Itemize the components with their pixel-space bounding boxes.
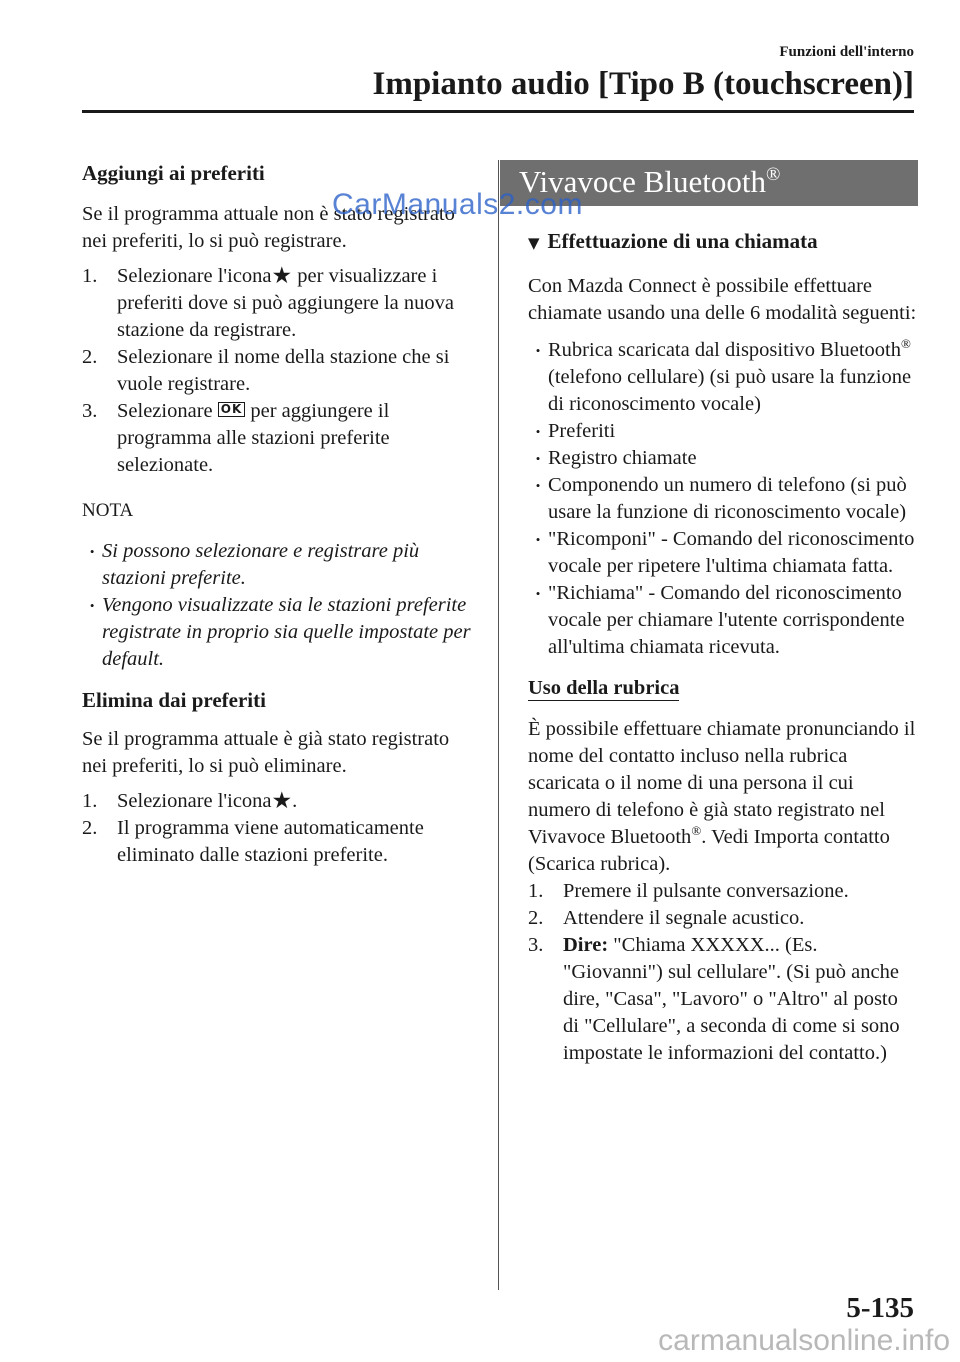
list-item xyxy=(528,580,918,661)
step-number: 2. xyxy=(82,346,98,368)
section-title: Vivavoce Bluetooth xyxy=(519,164,766,199)
step-text: per aggiungere il programma alle stazioni preferite selezionate. xyxy=(117,400,390,476)
step-text: Selezionare xyxy=(117,400,213,422)
bullet-dot: • xyxy=(535,532,541,547)
step-label: Dire: xyxy=(563,934,609,956)
bullet-dot: • xyxy=(535,451,541,466)
step-text: Selezionare il nome della stazione che si vuole registrare. xyxy=(117,346,450,395)
registered-mark: ® xyxy=(765,164,781,185)
list-text: "Richiama" - Comando del riconoscimento vocale per chiamare l'utente corrispondente all'ultima chiamata ricevuta. xyxy=(548,582,905,658)
list-item xyxy=(528,445,918,472)
step-number: 3. xyxy=(528,934,544,956)
add-step-2 xyxy=(82,344,477,398)
heading-add-favorites: Aggiungi ai preferiti xyxy=(82,161,265,185)
list-item xyxy=(528,472,918,526)
list-text: Componendo un numero di telefono (si può usare la funzione di riconoscimento vocale) xyxy=(548,474,907,523)
para-add-favorites: Se il programma attuale non è stato registrato nei preferiti, lo si può registrare. xyxy=(82,203,455,252)
step-number: 2. xyxy=(528,907,544,929)
step-number: 2. xyxy=(82,817,98,839)
phonebook-text: È possibile effettuare chiamate pronunciando il nome del contatto incluso nella rubrica scaricata o il nome di una persona il cui numero di telefono è già stato registrato nel Vivavoce Bluetooth xyxy=(528,718,916,848)
page-number: 5-135 xyxy=(846,1292,914,1324)
call-step-2 xyxy=(528,905,918,932)
step-text: Selezionare l'icona xyxy=(117,790,272,812)
add-step-3 xyxy=(82,398,477,479)
step-text: Attendere il segnale acustico. xyxy=(563,907,805,929)
step-text: per visualizzare i preferiti dove si può aggiungere la nuova stazione da registrare. xyxy=(117,265,454,341)
right-column xyxy=(519,160,918,1067)
footer-watermark: carmanualsonline.info xyxy=(658,1324,950,1357)
list-item xyxy=(528,337,918,418)
registered-mark: ® xyxy=(900,336,911,352)
step-number: 1. xyxy=(528,880,544,902)
page-title: Impianto audio [Tipo B (touchscreen)] xyxy=(372,66,914,102)
sub-heading-text: Effettuazione di una chiamata xyxy=(547,229,818,253)
column-divider xyxy=(498,160,499,1290)
note-item xyxy=(82,592,477,673)
list-text: Preferiti xyxy=(548,420,616,442)
triangle-down-icon: ▼ xyxy=(528,234,540,252)
list-text: Registro chiamate xyxy=(548,447,697,469)
note-text: Si possono selezionare e registrare più stazioni preferite. xyxy=(102,540,420,589)
list-text: (telefono cellulare) (si può usare la funzione di riconoscimento vocale) xyxy=(548,366,912,415)
del-step-1 xyxy=(82,788,477,815)
registered-mark: ® xyxy=(691,823,702,839)
phonebook-paragraph xyxy=(528,716,918,878)
bullet-dot: • xyxy=(89,544,95,559)
step-text: "Chiama XXXXX... (Es. "Giovanni") sul cellulare". (Si può anche dire, "Casa", "Lavoro" o "Altro" al posto di "Cellulare", a seconda di come si sono impostate le informazioni del contatto.) xyxy=(563,934,900,1064)
note-item xyxy=(82,538,477,592)
del-step-2 xyxy=(82,815,477,869)
call-step-3 xyxy=(528,932,918,1067)
call-step-1 xyxy=(528,878,918,905)
step-number: 1. xyxy=(82,790,98,812)
watermark-logo: CarManuals2.com xyxy=(332,188,583,221)
bullet-dot: • xyxy=(535,424,541,439)
add-step-1 xyxy=(82,263,477,344)
bullet-dot: • xyxy=(535,343,541,358)
step-text: Selezionare l'icona xyxy=(117,265,272,287)
intro-paragraph: Con Mazda Connect è possibile effettuare chiamate usando una delle 6 modalità seguenti: xyxy=(528,275,917,324)
ok-icon: OK xyxy=(218,402,246,417)
step-text: Il programma viene automaticamente eliminato dalle stazioni preferite. xyxy=(117,817,424,866)
bullet-dot: • xyxy=(89,598,95,613)
heading-remove-favorites: Elimina dai preferiti xyxy=(82,688,266,712)
note-label: NOTA xyxy=(82,500,134,521)
list-text: "Ricomponi" - Comando del riconoscimento vocale per ripetere l'ultima chiamata fatta. xyxy=(548,528,915,577)
step-text: Premere il pulsante conversazione. xyxy=(563,880,849,902)
header-rule xyxy=(82,110,914,113)
phonebook-text: . Vedi Importa contatto (Scarica rubrica). xyxy=(528,826,890,875)
star-icon: ★ xyxy=(271,788,293,814)
step-number: 3. xyxy=(82,400,98,422)
sub-heading xyxy=(528,228,918,257)
star-icon: ★ xyxy=(271,263,293,289)
bullet-dot: • xyxy=(535,586,541,601)
step-number: 1. xyxy=(82,265,98,287)
bullet-dot: • xyxy=(535,478,541,493)
list-text: Rubrica scaricata dal dispositivo Bluetooth xyxy=(548,339,901,361)
note-text: Vengono visualizzate sia le stazioni preferite registrate in proprio sia quelle impostate per default. xyxy=(102,594,471,670)
para-remove-favorites: Se il programma attuale è già stato registrato nei preferiti, lo si può eliminare. xyxy=(82,728,450,777)
step-text: . xyxy=(292,790,298,812)
list-item xyxy=(528,526,918,580)
phonebook-heading: Uso della rubrica xyxy=(528,677,680,699)
left-column xyxy=(82,160,477,869)
list-item xyxy=(528,418,918,445)
header-subtitle: Funzioni dell'interno xyxy=(779,44,914,60)
